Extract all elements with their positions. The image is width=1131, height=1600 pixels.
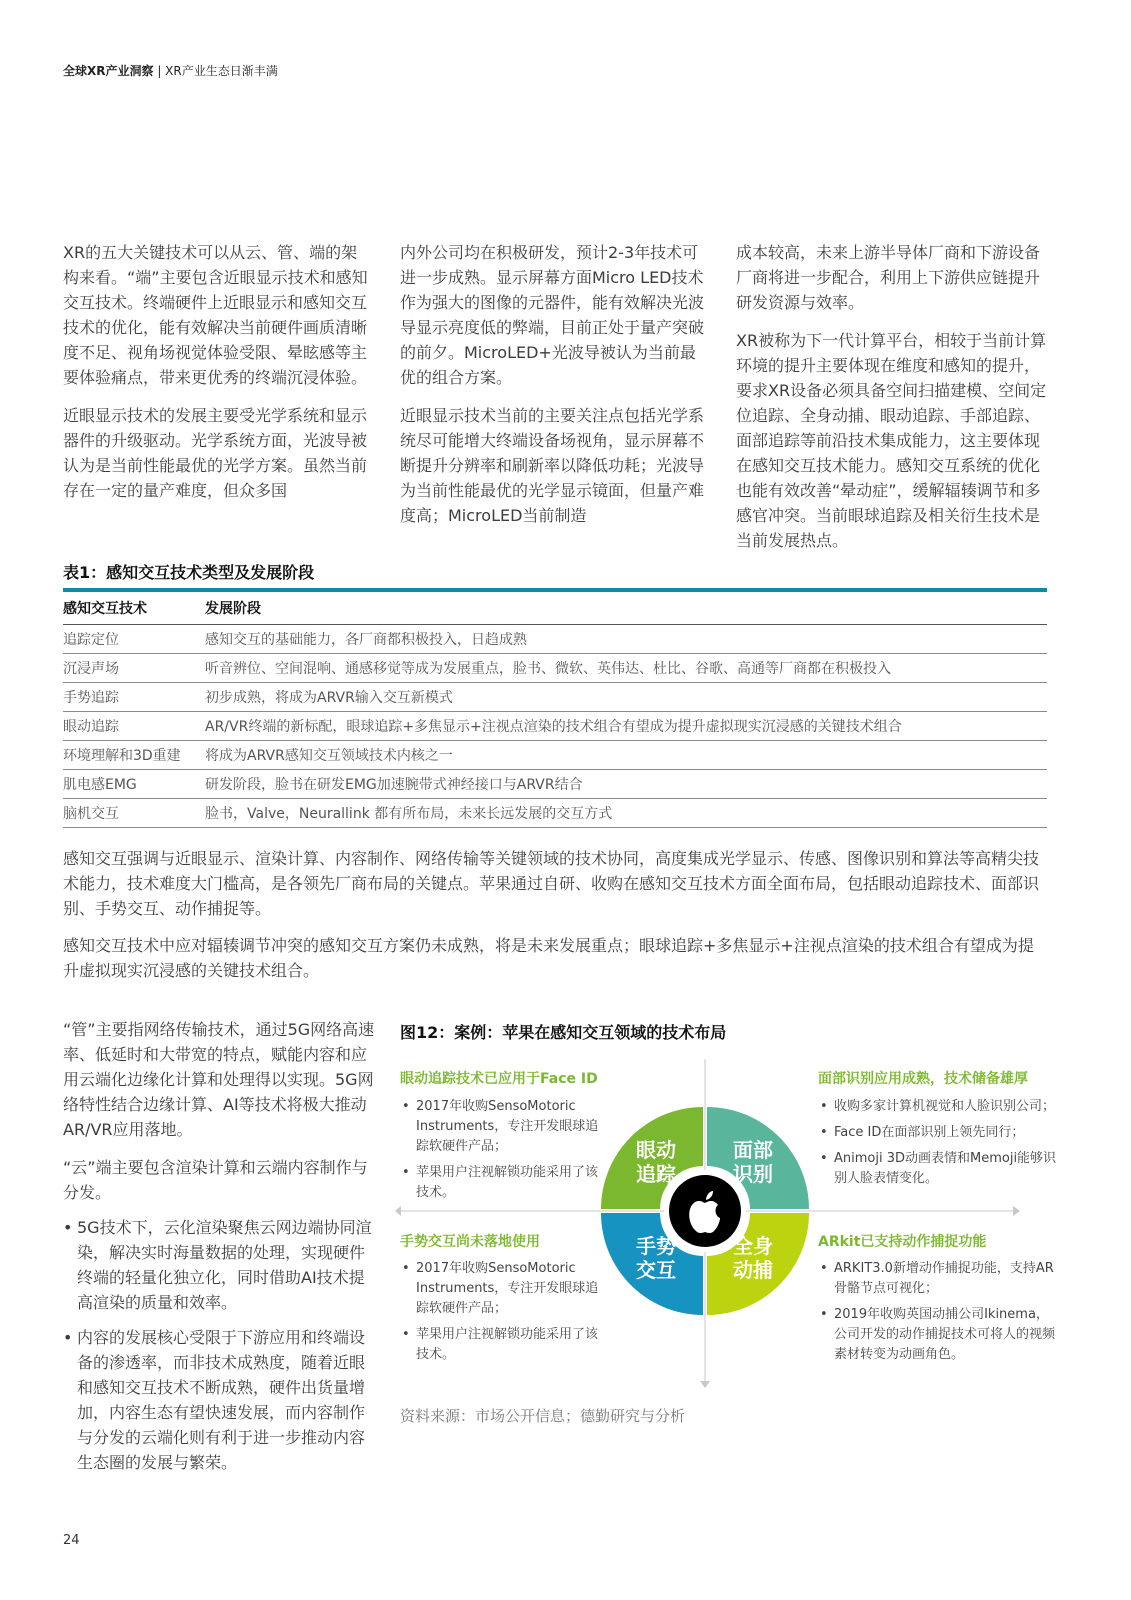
quadrant-label: 眼动 — [636, 1138, 676, 1162]
running-header — [63, 62, 278, 79]
text-column-bottom-left — [63, 1017, 375, 1218]
paragraph: XR的五大关键技术可以从云、管、端的架构来看。“端”主要包含近眼显示技术和感知交互技术。终端硬件上近眼显示和感知交互技术的优化，能有效解决当前硬件画质清晰度不足、视角场视觉体验受限、晕眩感等主要体验痛点，带来更优秀的终端沉浸体验。 — [63, 243, 368, 387]
callout-heading-motion-capture: ARkit已支持动作捕捉功能 — [818, 1234, 987, 1250]
table-row — [63, 741, 1047, 770]
arrow-right-icon — [1013, 1206, 1020, 1216]
quadrant-label: 识别 — [733, 1162, 773, 1186]
list-item: • 2017年收购SensoMotoric Instruments，专注开发眼球追踪软硬件产品； — [400, 1259, 600, 1319]
callout-heading-gesture: 手势交互尚未落地使用 — [400, 1234, 540, 1250]
list-item: • 收购多家计算机视觉和人脸识别公司； — [818, 1097, 1058, 1117]
paragraph: 近眼显示技术的发展主要受光学系统和显示器件的升级驱动。光学系统方面，光波导被认为是当前性能最优的光学方案。虽然当前存在一定的量产难度，但众多国 — [63, 406, 368, 500]
quadrant-label: 追踪 — [636, 1162, 676, 1186]
paragraph: 感知交互强调与近眼显示、渲染计算、内容制作、网络传输等关键领域的技术协同，高度集成光学显示、传感、图像识别和算法等高精尖技术能力，技术难度大门槛高，是各领先厂商布局的关键点。苹果通过自研、收购在感知交互技术方面全面布局，包括眼动追踪技术、面部识别、手势交互、动作捕捉等。 — [63, 849, 1040, 918]
table-cell: 研发阶段，脸书在研发EMG加速腕带式神经接口与ARVR结合 — [205, 770, 1047, 799]
list-item: • 2019年收购英国动捕公司Ikinema，公司开发的动作捕捉技术可将人的视频素材转变为动画角色。 — [818, 1305, 1058, 1365]
table-row — [63, 770, 1047, 799]
table-cell: 肌电感EMG — [63, 770, 205, 799]
paragraph: XR被称为下一代计算平台，相较于当前计算环境的提升主要体现在维度和感知的提升，要求XR设备必须具备空间扫描建模、空间定位追踪、全身动捕、眼动追踪、手部追踪、面部追踪等前沿技术集成能力，这主要体现在感知交互技术能力。感知交互系统的优化也能有效改善“晕动症”，缓解辐辏调节和多感官冲突。当前眼球追踪及相关衍生技术是当前发展热点。 — [736, 331, 1047, 550]
tech-table — [63, 592, 1047, 828]
list-item: • Animoji 3D动画表情和Memoji能够识别人脸表情变化。 — [818, 1149, 1058, 1189]
quadrant-label: 全身 — [733, 1234, 773, 1258]
quadrant-label: 交互 — [636, 1258, 676, 1282]
table-cell: 听音辨位、空间混响、通感移觉等成为发展重点，脸书、微软、英伟达、杜比、谷歌、高通等厂商都在积极投入 — [205, 654, 1047, 683]
table-cell: 初步成熟，将成为ARVR输入交互新模式 — [205, 683, 1047, 712]
quadrant-label: 手势 — [636, 1234, 676, 1258]
paragraph: “云”端主要包含渲染计算和云端内容制作与分发。 — [63, 1158, 368, 1202]
figure-source: 资料来源：市场公开信息；德勤研究与分析 — [400, 1407, 686, 1425]
table-title: 表1：感知交互技术类型及发展阶段 — [63, 563, 315, 582]
table-cell: 追踪定位 — [63, 625, 205, 654]
list-item: • 5G技术下，云化渲染聚焦云网边端协同渲染，解决实时海量数据的处理，实现硬件终端的轻量化独立化，同时借助AI技术提高渲染的质量和效率。 — [63, 1215, 375, 1315]
table-row — [63, 712, 1047, 741]
table-cell: 脑机交互 — [63, 799, 205, 828]
table-row — [63, 625, 1047, 654]
arrow-down-icon — [700, 1381, 710, 1388]
table-row — [63, 683, 1047, 712]
text-column-1 — [63, 240, 373, 516]
table-row — [63, 799, 1047, 828]
callout-list-gesture — [400, 1259, 600, 1371]
table-cell: 脸书，Valve，Neurallink 都有所布局，未来长远发展的交互方式 — [205, 799, 1047, 828]
page-number: 24 — [63, 1533, 80, 1548]
paragraph: 近眼显示技术当前的主要关注点包括光学系统尽可能增大终端设备场视角，显示屏幕不断提升分辨率和刷新率以降低功耗；光波导为当前性能最优的光学显示镜面，但量产难度高；MicroLED当前制造 — [400, 406, 705, 525]
paragraph: 感知交互技术中应对辐辏调节冲突的感知交互方案仍未成熟，将是未来发展重点；眼球追踪+多焦显示+注视点渲染的技术组合有望成为提升虚拟现实沉浸感的关键技术组合。 — [63, 936, 1034, 980]
header-separator: | — [153, 64, 166, 78]
table-cell: 环境理解和3D重建 — [63, 741, 205, 770]
column-header: 感知交互技术 — [63, 592, 205, 625]
list-item: • 苹果用户注视解锁功能采用了该技术。 — [400, 1163, 600, 1203]
list-item: • Face ID在面部识别上领先同行； — [818, 1123, 1058, 1143]
table-cell: 将成为ARVR感知交互领域技术内核之一 — [205, 741, 1047, 770]
callout-list-motion-capture — [818, 1259, 1058, 1371]
table-cell: 感知交互的基础能力，各厂商都积极投入，日趋成熟 — [205, 625, 1047, 654]
table-cell: 沉浸声场 — [63, 654, 205, 683]
table-cell: 眼动追踪 — [63, 712, 205, 741]
header-subtitle: XR产业生态日渐丰满 — [165, 64, 278, 78]
callout-heading-face-id: 面部识别应用成熟，技术储备雄厚 — [818, 1071, 1028, 1087]
paragraph: “管”主要指网络传输技术，通过5G网络高速率、低延时和大带宽的特点，赋能内容和应用云端化边缘化计算和处理得以实现。5G网络特性结合边缘计算、AI等技术将极大推动AR/VR应用落地。 — [63, 1020, 375, 1139]
figure-title: 图12：案例：苹果在感知交互领域的技术布局 — [400, 1023, 727, 1042]
list-item: • 2017年收购SensoMotoric Instruments，专注开发眼球追踪软硬件产品； — [400, 1097, 600, 1157]
table-row — [63, 654, 1047, 683]
list-item: • 内容的发展核心受限于下游应用和终端设备的渗透率，而非技术成熟度，随着近眼和感知交互技术不断成熟，硬件出货量增加，内容生态有望快速发展，而内容制作与分发的云端化则有利于进一步推动内容生态圈的发展与繁荣。 — [63, 1325, 375, 1475]
callout-list-eye-tracking — [400, 1097, 600, 1209]
table-cell: 手势追踪 — [63, 683, 205, 712]
quadrant-label: 面部 — [733, 1138, 773, 1162]
header-title: 全球XR产业洞察 — [63, 64, 154, 78]
callout-heading-eye-tracking: 眼动追踪技术已应用于Face ID — [400, 1071, 598, 1087]
column-header: 发展阶段 — [205, 592, 1047, 625]
list-item: • 苹果用户注视解锁功能采用了该技术。 — [400, 1325, 600, 1365]
quadrant-label: 动捕 — [733, 1258, 773, 1282]
bullet-list — [63, 1215, 375, 1485]
list-item: • ARKIT3.0新增动作捕捉功能，支持AR骨骼节点可视化； — [818, 1259, 1058, 1299]
text-column-3 — [736, 240, 1048, 566]
text-column-2 — [400, 240, 710, 541]
paragraph: 成本较高，未来上游半导体厂商和下游设备厂商将进一步配合，利用上下游供应链提升研发资源与效率。 — [736, 243, 1041, 312]
table-header-row — [63, 592, 1047, 625]
table-cell: AR/VR终端的新标配，眼球追踪+多焦显示+注视点渲染的技术组合有望成为提升虚拟现实沉浸感的关键技术组合 — [205, 712, 1047, 741]
paragraph: 内外公司均在积极研发，预计2-3年技术可进一步成熟。显示屏幕方面Micro LED技术作为强大的图像的元器件，能有效解决光波导显示亮度低的弊端，目前正处于量产突破的前夕。MicroLED+光波导被认为当前最优的组合方案。 — [400, 243, 705, 387]
callout-list-face-id — [818, 1097, 1058, 1195]
